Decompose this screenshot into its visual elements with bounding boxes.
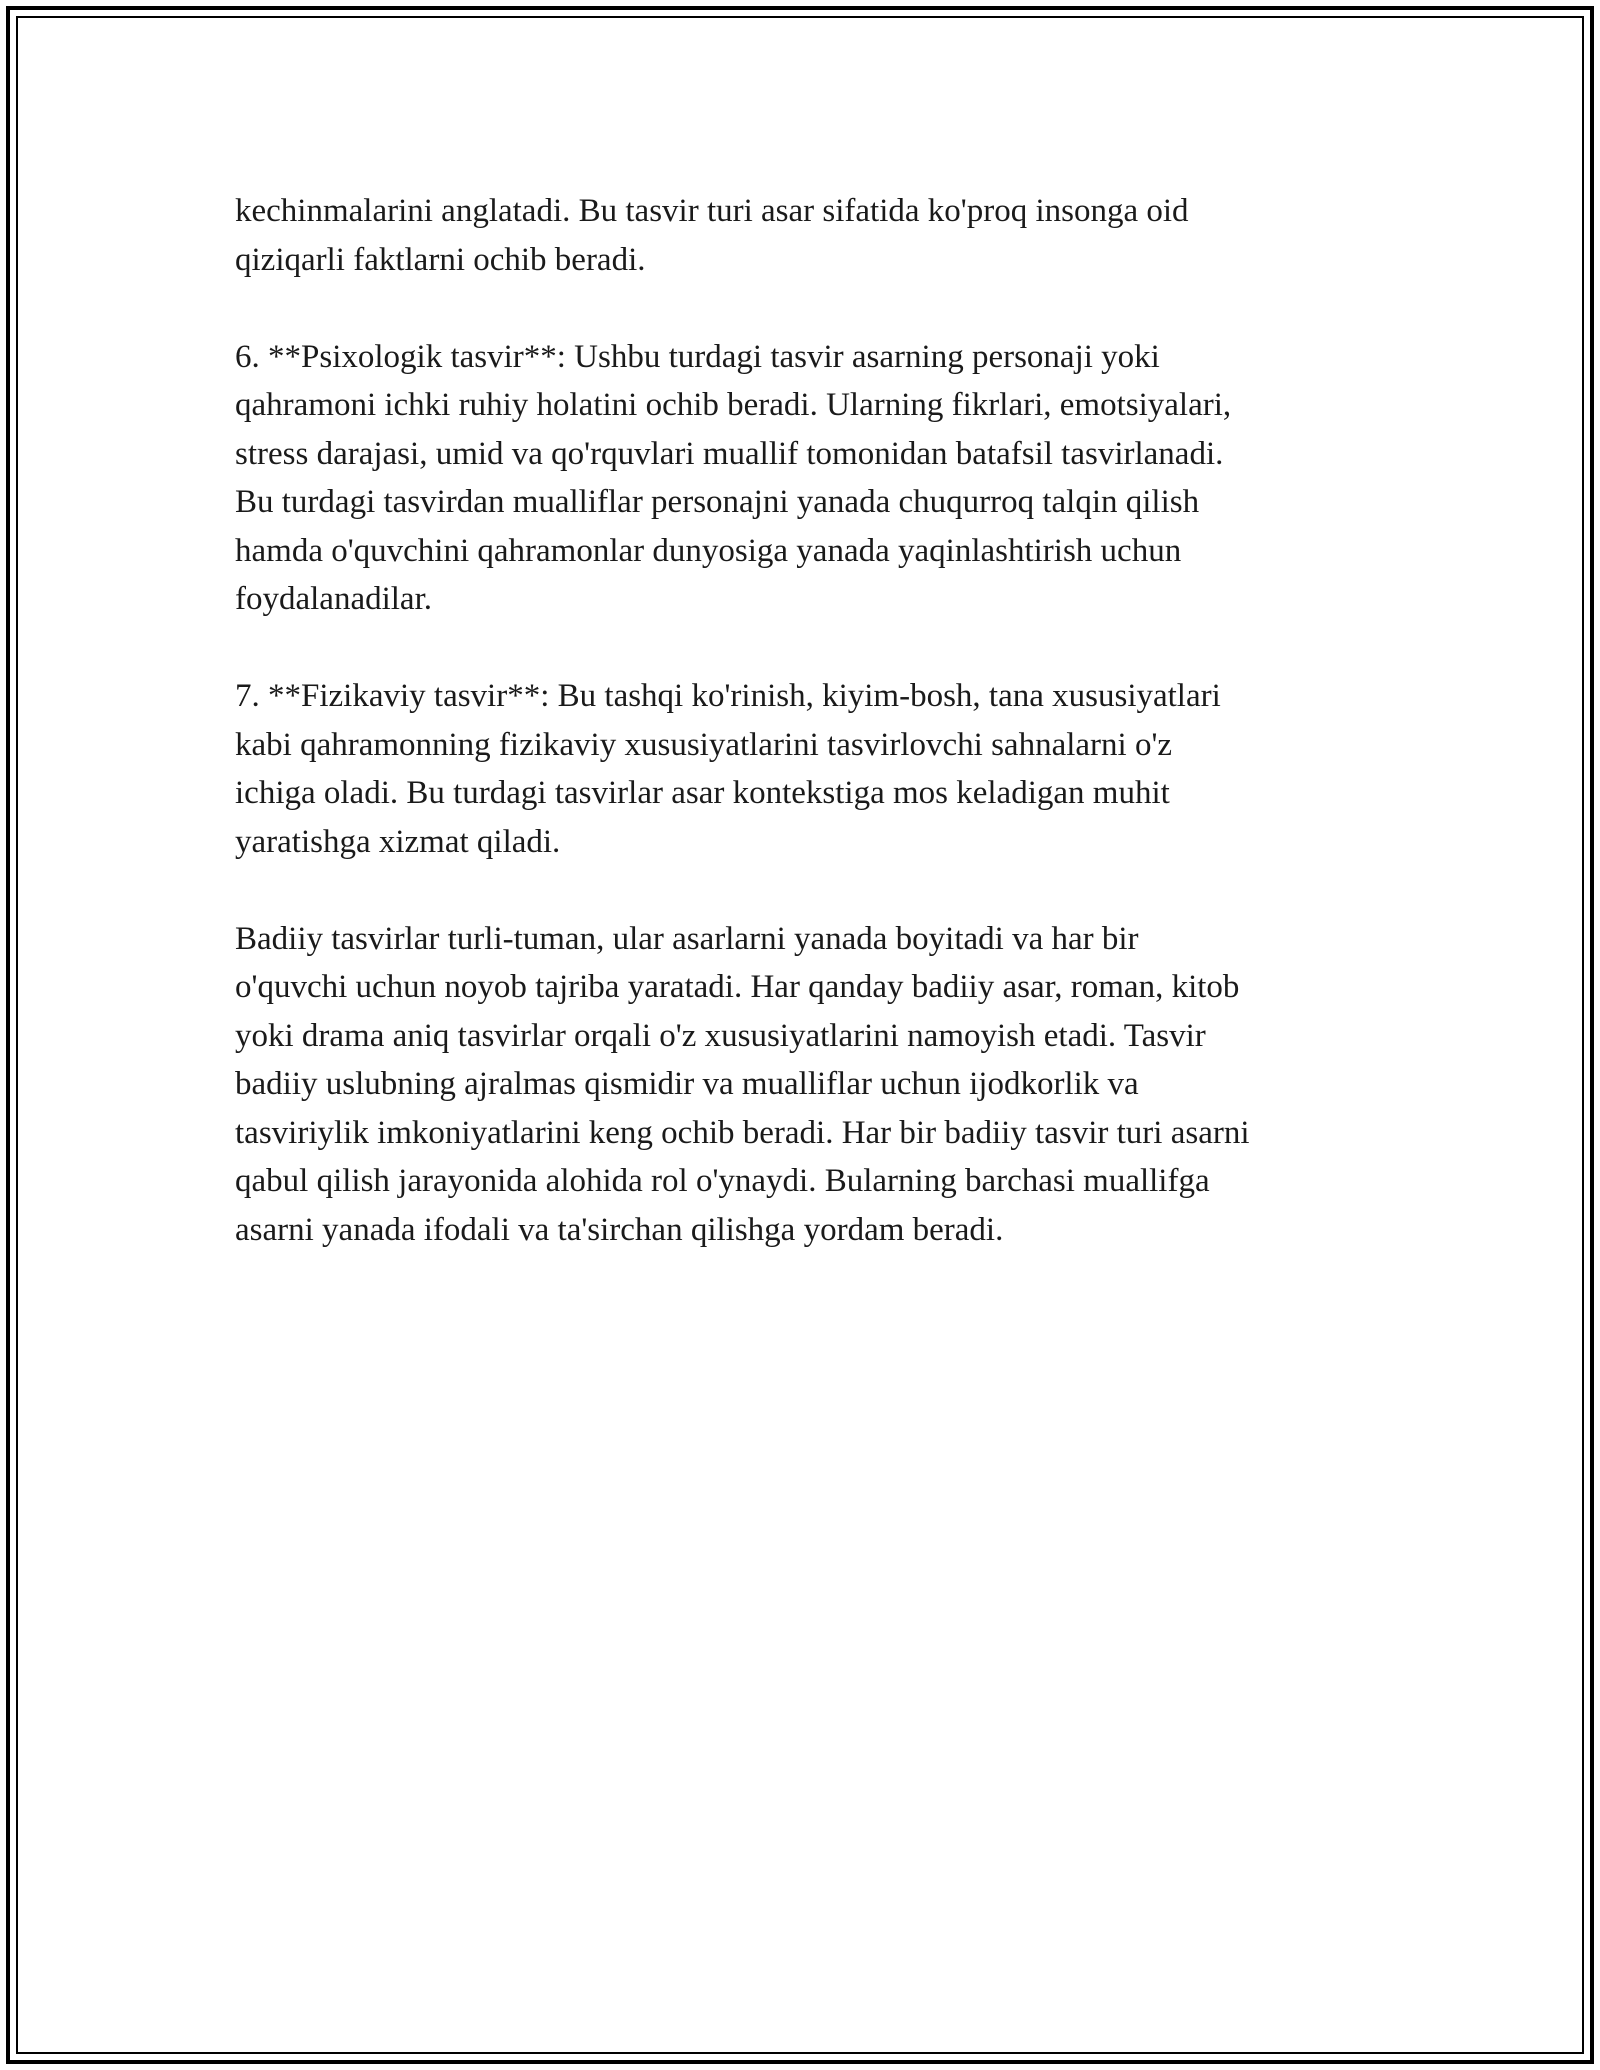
paragraph-psixologik-tasvir: 6. **Psixologik tasvir**: Ushbu turdagi tasvir asarning personaji yoki qahramoni ichki ruhiy holatini ochib beradi. Ularning fikrlari, emotsiyalari, stress darajasi, umid va qo'rquvlari muallif tomonidan batafsil tasvirlanadi. Bu turdagi tasvirdan mualliflar personajni yanada chuqurroq talqin qilish hamda o'quvchini qahramonlar dunyosiga yanada yaqinlashtirish uchun foydalanadilar. bbox=[235, 338, 1232, 617]
paragraph-fizikaviy-tasvir: 7. **Fizikaviy tasvir**: Bu tashqi ko'rinish, kiyim-bosh, tana xususiyatlari kabi qahramonning fizikaviy xususiyatlarini tasvirlovchi sahnalarni o'z ichiga oladi. Bu turdagi tasvirlar asar kontekstiga mos keladigan muhit yaratishga xizmat qiladi. bbox=[235, 678, 1221, 860]
document-body bbox=[235, 187, 1375, 1303]
paragraph-continuation: kechinmalarini anglatadi. Bu tasvir turi asar sifatida ko'proq insonga oid qiziqarli faktlarni ochib beradi. bbox=[235, 193, 1189, 278]
paragraph-conclusion: Badiiy tasvirlar turli-tuman, ular asarlarni yanada boyitadi va har bir o'quvchi uchun noyob tajriba yaratadi. Har qanday badiiy asar, roman, kitob yoki drama aniq tasvirlar orqali o'z xususiyatlarini namoyish etadi. Tasvir badiiy uslubning ajralmas qismidir va mualliflar uchun ijodkorlik va tasviriylik imkoniyatlarini keng ochib beradi. Har bir badiiy tasvir turi asarni qabul qilish jarayonida alohida rol o'ynaydi. Bularning barchasi muallifga asarni yanada ifodali va ta'sirchan qilishga yordam beradi. bbox=[235, 920, 1250, 1248]
